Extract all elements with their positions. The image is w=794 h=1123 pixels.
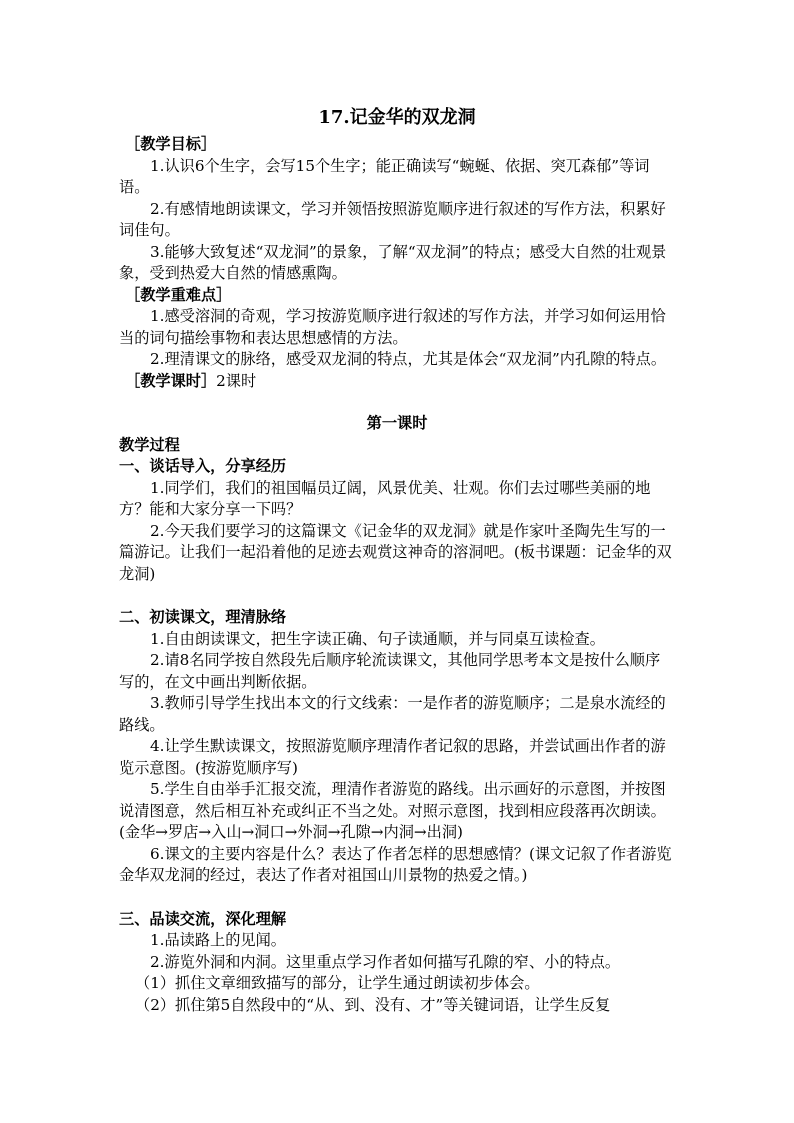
objective-item: 1.认识6个生字，会写15个生字；能正确读写“蜿蜒、依据、突兀森郁”等词语。 [119,156,650,196]
spacer [119,585,675,607]
key-points-heading: ［教学重难点］ [125,285,232,304]
periods-heading: ［教学课时］ [125,371,217,390]
section2-item: 1.自由朗读课文，把生字读正确、句子读通顺，并与同桌互读检查。 [150,629,605,648]
section1-item: 1.同学们，我们的祖国幅员辽阔，风景优美、壮观。你们去过哪些美丽的地方？能和大家分享一下吗？ [119,478,651,518]
section2-heading: 二、初读课文，理清脉络 [119,608,287,626]
lesson1-heading: 第一课时 [366,414,428,432]
section2-item: 5.学生自由举手汇报交流，理清作者游览的路线。出示画好的示意图，并按图说清图意，然后相互补充或纠正不当之处。对照示意图，找到相应段落再次朗读。(金华→罗店→入山→洞口→外洞→孔隙→内洞→出洞) [119,780,666,841]
periods-value: 2课时 [216,371,257,390]
process-heading: 教学过程 [119,435,180,454]
spacer [119,392,675,413]
section3-subitem: （1）抓住文章细致描写的部分，让学生通过朗读初步体会。 [135,974,540,992]
spacer [119,887,675,909]
section3-subitem: （2）抓住第5自然段中的“从、到、没有、才”等关键词语，让学生反复 [135,995,611,1014]
key-point-item: 2.理清课文的脉络，感受双龙洞的特点，尤其是体会“双龙洞”内孔隙的特点。 [150,350,667,368]
section2-item: 4.让学生默读课文，按照游览顺序理清作者记叙的思路，并尝试画出作者的游览示意图。(按游览顺序写) [119,737,666,777]
section2-item: 3.教师引导学生找出本文的行文线索：一是作者的游览顺序；二是泉水流经的路线。 [119,694,666,734]
objective-item: 2.有感情地朗读课文，学习并领悟按照游览顺序进行叙述的写作方法，积累好词佳句。 [119,199,666,239]
section2-item: 6.课文的主要内容是什么？表达了作者怎样的思想感情？(课文记叙了作者游览金华双龙洞的经过，表达了作者对祖国山川景物的热爱之情。) [119,844,672,884]
section3-heading: 三、品读交流，深化理解 [119,909,287,928]
section1-item: 2.今天我们要学习的这篇课文《记金华的双龙洞》就是作家叶圣陶先生写的一篇游记。让我们一起沿着他的足迹去观赏这神奇的溶洞吧。(板书课题：记金华的双龙洞) [119,521,672,583]
document-body [119,104,675,1016]
key-point-item: 1.感受溶洞的奇观，学习按游览顺序进行叙述的写作方法，并学习如何运用恰当的词句描绘事物和表达思想感情的方法。 [119,307,666,347]
objective-item: 3.能够大致复述“双龙洞”的景象，了解“双龙洞”的特点；感受大自然的壮观景象，受到热爱大自然的情感熏陶。 [119,242,667,282]
section3-item: 2.游览外洞和内洞。这里重点学习作者如何描写孔隙的窄、小的特点。 [150,952,621,971]
section1-heading: 一、谈话导入，分享经历 [119,457,287,475]
section2-item: 2.请8名同学按自然段先后顺序轮流读课文，其他同学思考本文是按什么顺序写的，在文中画出判断依据。 [119,651,661,691]
objectives-heading: ［教学目标］ [125,135,217,153]
lesson-title: 17.记金华的双龙洞 [318,107,476,128]
periods-line [125,371,675,393]
section3-item: 1.品读路上的见闻。 [150,931,286,949]
